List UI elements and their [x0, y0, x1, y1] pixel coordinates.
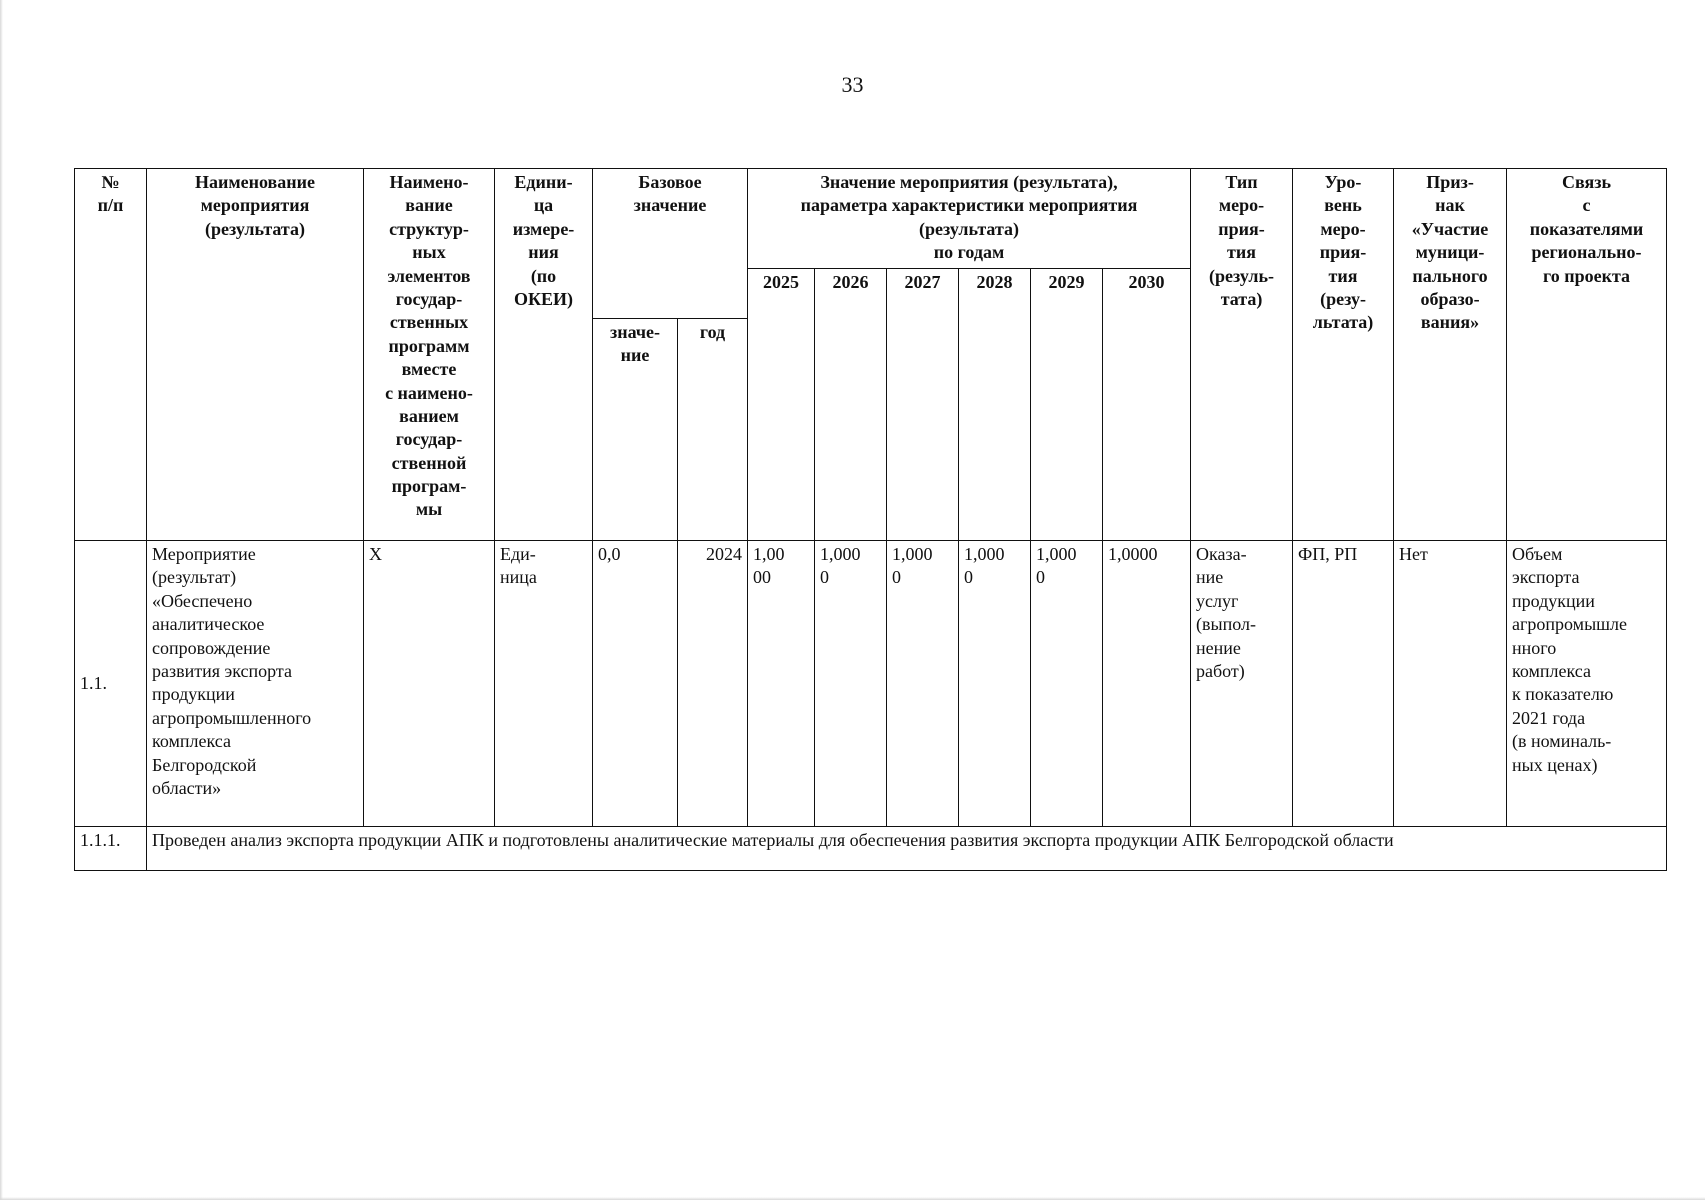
header-row-1: [75, 169, 1667, 269]
row-unit: Еди- ница: [495, 541, 593, 827]
header-year-2025: 2025: [748, 269, 815, 541]
row-level: ФП, РП: [1293, 541, 1394, 827]
row-value-2025: 1,00 00: [748, 541, 815, 827]
row-type: Оказа- ние услуг (выпол- нение работ): [1191, 541, 1293, 827]
header-num: № п/п: [75, 169, 147, 541]
header-values-by-year: Значение мероприятия (результата), параметра характеристики мероприятия (результата) по годам: [748, 169, 1191, 269]
header-year-2026: 2026: [815, 269, 887, 541]
row-municipal: Нет: [1394, 541, 1507, 827]
row-value-2026: 1,000 0: [815, 541, 887, 827]
header-type: Тип меро- прия- тия (резуль- тата): [1191, 169, 1293, 541]
row-num: 1.1.: [75, 541, 147, 827]
header-municipal: Приз- нак «Участие муници- пального образо- вания»: [1394, 169, 1507, 541]
row-base-year: 2024: [678, 541, 748, 827]
header-year-2030: 2030: [1103, 269, 1191, 541]
row-value-2029: 1,000 0: [1031, 541, 1103, 827]
page-number: 33: [841, 72, 864, 97]
scan-edge-left: [0, 0, 3, 1200]
row-link: Объем экспорта продукции агропромышле нного комплекса к показателю 2021 года (в номиналь- ных ценах): [1507, 541, 1667, 827]
header-link: Связь с показателями регионально- го проекта: [1507, 169, 1667, 541]
header-unit: Едини- ца измере- ния (по ОКЕИ): [495, 169, 593, 541]
subrow-num: 1.1.1.: [75, 827, 147, 871]
header-structure: Наимено- вание структур- ных элементов государ- ственных программ вместе с наимено- ванием государ- ственной програм- мы: [364, 169, 495, 541]
header-level: Уро- вень меро- прия- тия (резу- льтата): [1293, 169, 1394, 541]
table-row: [75, 541, 1667, 827]
table-subrow: [75, 827, 1667, 871]
row-value-2028: 1,000 0: [959, 541, 1031, 827]
header-base: Базовое значение: [593, 169, 748, 319]
header-base-value: значе- ние: [593, 319, 678, 541]
row-structure: X: [364, 541, 495, 827]
events-table: [74, 168, 1667, 871]
row-name: Мероприятие (результат) «Обеспечено аналитическое сопровождение развития экспорта продукции агропромышленного комплекса Белгородской области»: [147, 541, 364, 827]
header-year-2027: 2027: [887, 269, 959, 541]
header-year-2028: 2028: [959, 269, 1031, 541]
header-name: Наименование мероприятия (результата): [147, 169, 364, 541]
row-value-2027: 1,000 0: [887, 541, 959, 827]
header-base-year: год: [678, 319, 748, 541]
row-value-2030: 1,0000: [1103, 541, 1191, 827]
row-base-value: 0,0: [593, 541, 678, 827]
header-year-2029: 2029: [1031, 269, 1103, 541]
subrow-text: Проведен анализ экспорта продукции АПК и подготовлены аналитические материалы для обеспечения развития экспорта продукции АПК Белгородской области: [147, 827, 1667, 871]
